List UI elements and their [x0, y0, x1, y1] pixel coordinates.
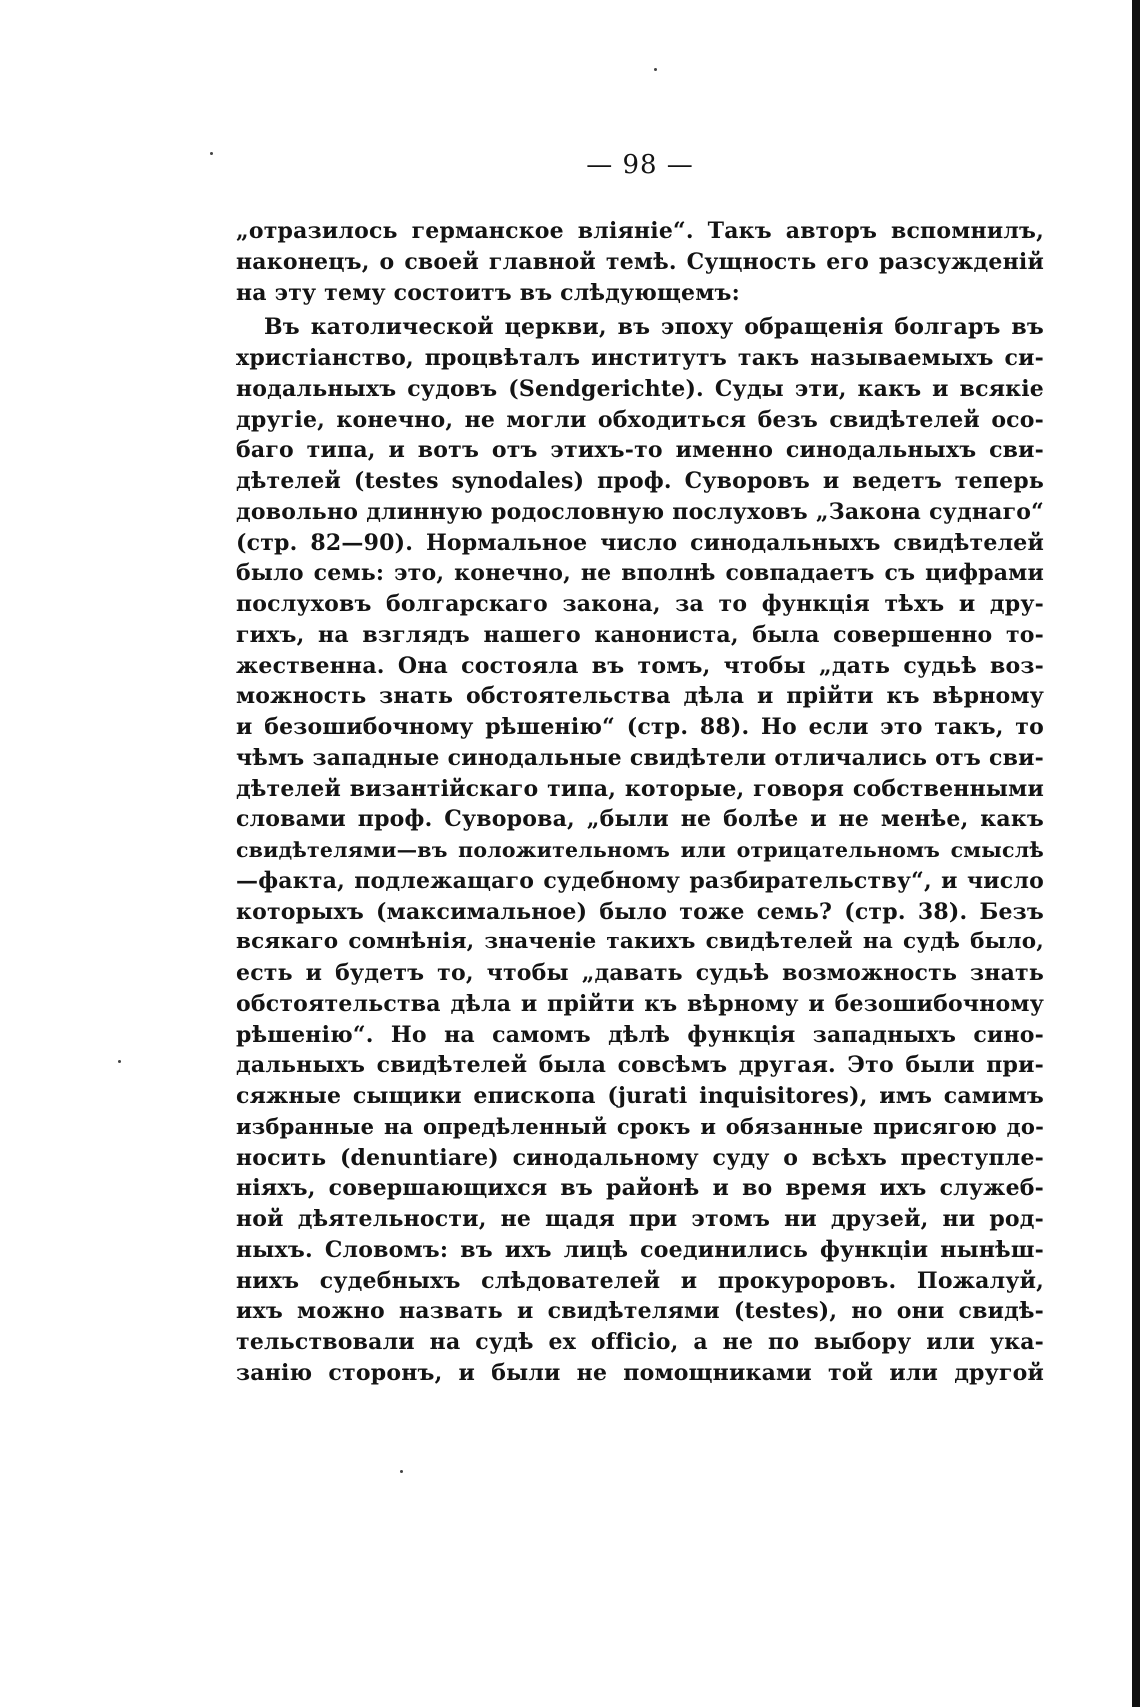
text-line: было семь: это, конечно, не вполнѣ совпадаетъ съ цифрами — [236, 560, 1044, 587]
text-line: тельствовали на судѣ ex officio, а не по выбору или ука- — [236, 1329, 1044, 1355]
text-line: дальныхъ свидѣтелей была совсѣмъ другая. Это были при- — [236, 1052, 1044, 1079]
text-line: христіанство, процвѣталъ институтъ такъ называемыхъ си- — [236, 345, 1044, 371]
text-line: ной дѣятельности, не щадя при этомъ ни друзей, ни род- — [236, 1206, 1044, 1232]
text-line: „отразилось германское вліяніе“. Такъ авторъ вспомнилъ, — [236, 218, 1044, 244]
text-line: послуховъ болгарскаго закона, за то функція тѣхъ и дру- — [236, 591, 1044, 617]
text-line: сяжные сыщики епископа (jurati inquisitores), имъ самимъ — [236, 1083, 1044, 1109]
text-line: наконецъ, о своей главной темѣ. Сущность его разсужденій — [236, 248, 1044, 275]
text-line: чѣмъ западные синодальные свидѣтели отличались отъ сви- — [236, 744, 1044, 771]
text-line: гихъ, на взглядъ нашего канониста, была совершенно то- — [236, 621, 1044, 648]
text-line: избранные на опредѣленный срокъ и обязанные присягою до- — [236, 1113, 1044, 1139]
scan-speck — [400, 1470, 403, 1473]
text-line: (стр. 82—90). Нормальное число синодальныхъ свидѣтелей — [236, 529, 1044, 556]
text-line: другіе, конечно, не могли обходиться безъ свидѣтелей осо- — [236, 406, 1044, 433]
text-line: носить (denuntiare) синодальному суду о всѣхъ преступле- — [236, 1144, 1044, 1171]
scan-speck — [210, 152, 213, 155]
text-line: можность знать обстоятельства дѣла и прійти къ вѣрному — [236, 683, 1044, 710]
scan-speck — [118, 1060, 121, 1063]
text-line: свидѣтелями—въ положительномъ или отрицательномъ смыслѣ — [236, 838, 1044, 862]
text-line: довольно длинную родословную послуховъ „Закона суднаго“ — [236, 498, 1044, 525]
text-line: жественна. Она состояла въ томъ, чтобы „дать судьѣ воз- — [236, 652, 1044, 679]
text-line: всякаго сомнѣнія, значеніе такихъ свидѣтелей на судѣ было, — [236, 929, 1044, 955]
text-line: на эту тему состоитъ въ слѣдующемъ: — [236, 279, 740, 306]
text-line: дѣтелей (testes synodales) проф. Суворовъ и ведетъ теперь — [236, 468, 1044, 494]
text-line: ихъ можно назвать и свидѣтелями (testes), но они свидѣ- — [236, 1298, 1044, 1325]
text-line: ныхъ. Словомъ: въ ихъ лицѣ соединились функціи нынѣш- — [236, 1236, 1044, 1263]
text-line: занію сторонъ, и были не помощниками той или другой — [236, 1359, 1044, 1386]
text-line: словами проф. Суворова, „были не болѣе и не менѣе, какъ — [236, 806, 1044, 833]
paragraph-start-line: Въ католической церкви, въ эпоху обращенія болгаръ въ — [264, 314, 1044, 341]
text-line: которыхъ (максимальное) было тоже семь? (стр. 38). Безъ — [236, 898, 1044, 925]
text-line: обстоятельства дѣла и прійти къ вѣрному и безошибочному — [236, 990, 1044, 1017]
text-line: есть и будетъ то, чтобы „давать судьѣ возможность знать — [236, 960, 1044, 986]
scan-speck — [654, 68, 657, 71]
text-line: баго типа, и вотъ отъ этихъ-то именно синодальныхъ сви- — [236, 437, 1044, 464]
text-line: —факта, подлежащаго судебному разбирательству“, и число — [236, 867, 1044, 894]
scan-edge-shadow — [1132, 0, 1140, 1707]
text-line: нодальныхъ судовъ (Sendgerichte). Суды эти, какъ и всякіе — [236, 375, 1044, 402]
text-line: рѣшенію“. Но на самомъ дѣлѣ функція западныхъ сино- — [236, 1021, 1044, 1048]
text-line: дѣтелей византійскаго типа, которые, говоря собственными — [236, 775, 1044, 802]
text-line: и безошибочному рѣшенію“ (стр. 88). Но если это такъ, то — [236, 714, 1044, 740]
text-line: ніяхъ, совершающихся въ районѣ и во время ихъ служеб- — [236, 1175, 1044, 1202]
text-line: нихъ судебныхъ слѣдователей и прокуроровъ. Пожалуй, — [236, 1267, 1044, 1294]
body-text — [236, 216, 1044, 1389]
page-number: — 98 — — [586, 150, 694, 180]
